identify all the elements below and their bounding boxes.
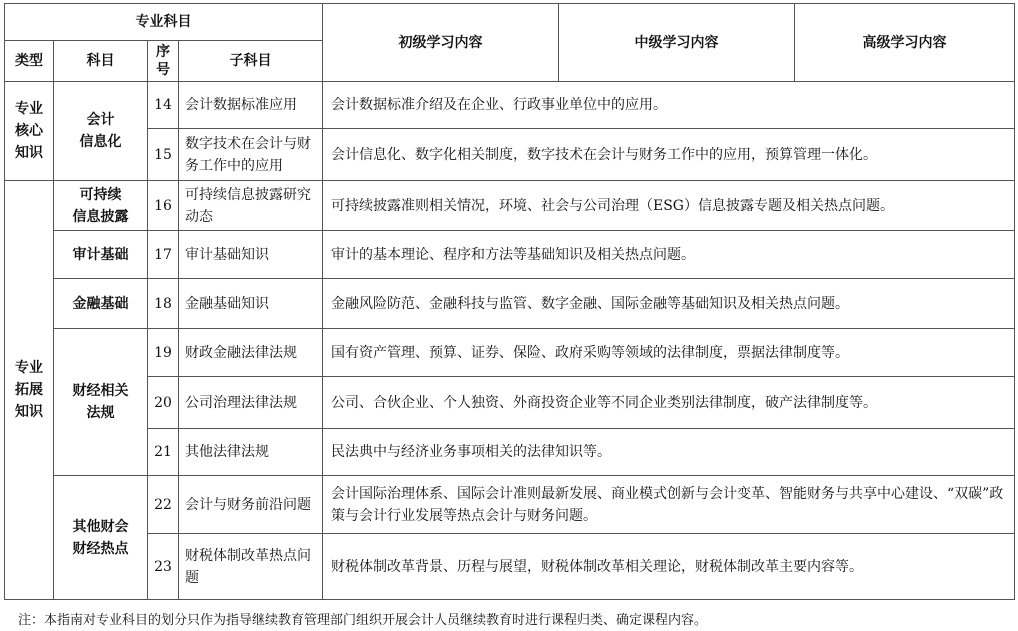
seq-cell: 15 (148, 129, 179, 181)
table-row (5, 329, 1015, 377)
subject-sustainability-text: 可持续 信息披露 (72, 186, 129, 225)
content-cell: 审计的基本理论、程序和方法等基础知识及相关热点问题。 (323, 231, 1015, 279)
header-intermediate-content: 中级学习内容 (559, 4, 795, 82)
subject-hot-topics-text: 其他财会 财经热点 (72, 518, 129, 557)
header-type: 类型 (5, 41, 54, 82)
seq-cell: 21 (148, 429, 179, 476)
subject-accounting-it (54, 82, 148, 181)
header-seq-text: 序号 (156, 44, 170, 78)
sub-subject-cell: 财税体制改革热点问题 (179, 534, 323, 600)
table-row (5, 429, 1015, 476)
table-row (5, 181, 1015, 231)
content-cell: 金融风险防范、金融科技与监管、数字金融、国际金融等基础知识及相关热点问题。 (323, 279, 1015, 329)
seq-cell: 22 (148, 476, 179, 534)
sub-subject-cell: 会计数据标准应用 (179, 82, 323, 129)
sub-subject-cell: 财政金融法律法规 (179, 329, 323, 377)
curriculum-table (4, 3, 1015, 600)
table-row (5, 82, 1015, 129)
seq-cell: 14 (148, 82, 179, 129)
seq-cell: 18 (148, 279, 179, 329)
table-row (5, 534, 1015, 600)
seq-cell: 19 (148, 329, 179, 377)
footnote: 注：本指南对专业科目的划分只作为指导继续教育管理部门组织开展会计人员继续教育时进行课程归类、确定课程内容。 (18, 613, 708, 628)
subject-sustainability (54, 181, 148, 231)
sub-subject-cell: 公司治理法律法规 (179, 377, 323, 429)
curriculum-table-container (4, 3, 1015, 600)
type-extended-knowledge (5, 181, 54, 600)
sub-subject-cell: 金融基础知识 (179, 279, 323, 329)
header-row-1 (5, 4, 1015, 41)
subject-finance-text: 金融基础 (72, 295, 129, 312)
subject-accounting-it-text: 会计 信息化 (79, 112, 122, 150)
type-extended-text: 专业 拓展 知识 (15, 360, 43, 420)
sub-subject-cell: 数字技术在会计与财务工作中的应用 (179, 129, 323, 181)
header-sub-subject: 子科目 (179, 41, 323, 82)
subject-finance-law-text: 财经相关 法规 (72, 383, 129, 421)
subject-finance (54, 279, 148, 329)
subject-audit-text: 审计基础 (72, 246, 129, 263)
subject-finance-law (54, 329, 148, 476)
header-advanced-content: 高级学习内容 (795, 4, 1015, 82)
content-cell: 国有资产管理、预算、证券、保险、政府采购等领域的法律制度，票据法律制度等。 (323, 329, 1015, 377)
table-row (5, 231, 1015, 279)
type-core-text: 专业 核心 知识 (15, 101, 43, 161)
subject-audit (54, 231, 148, 279)
content-cell: 会计国际治理体系、国际会计准则最新发展、商业模式创新与会计变革、智能财务与共享中心建设、“双碳”政策与会计行业发展等热点会计与财务问题。 (323, 476, 1015, 534)
table-row (5, 476, 1015, 534)
sub-subject-cell: 其他法律法规 (179, 429, 323, 476)
sub-subject-cell: 可持续信息披露研究动态 (179, 181, 323, 231)
seq-cell: 17 (148, 231, 179, 279)
type-core-knowledge (5, 82, 54, 181)
header-basic-content: 初级学习内容 (323, 4, 559, 82)
header-subject: 科目 (54, 41, 148, 82)
sub-subject-cell: 会计与财务前沿问题 (179, 476, 323, 534)
content-cell: 民法典中与经济业务事项相关的法律知识等。 (323, 429, 1015, 476)
content-cell: 财税体制改革背景、历程与展望，财税体制改革相关理论，财税体制改革主要内容等。 (323, 534, 1015, 600)
seq-cell: 20 (148, 377, 179, 429)
table-row (5, 129, 1015, 181)
content-cell: 会计数据标准介绍及在企业、行政事业单位中的应用。 (323, 82, 1015, 129)
content-cell: 可持续披露准则相关情况，环境、社会与公司治理（ESG）信息披露专题及相关热点问题。 (323, 181, 1015, 231)
seq-cell: 16 (148, 181, 179, 231)
sub-subject-cell: 审计基础知识 (179, 231, 323, 279)
seq-cell: 23 (148, 534, 179, 600)
content-cell: 公司、合伙企业、个人独资、外商投资企业等不同企业类别法律制度，破产法律制度等。 (323, 377, 1015, 429)
table-row (5, 377, 1015, 429)
content-cell: 会计信息化、数字化相关制度，数字技术在会计与财务工作中的应用，预算管理一体化。 (323, 129, 1015, 181)
table-row (5, 279, 1015, 329)
header-seq (148, 41, 179, 82)
subject-hot-topics (54, 476, 148, 600)
header-professional-subject: 专业科目 (5, 4, 323, 41)
